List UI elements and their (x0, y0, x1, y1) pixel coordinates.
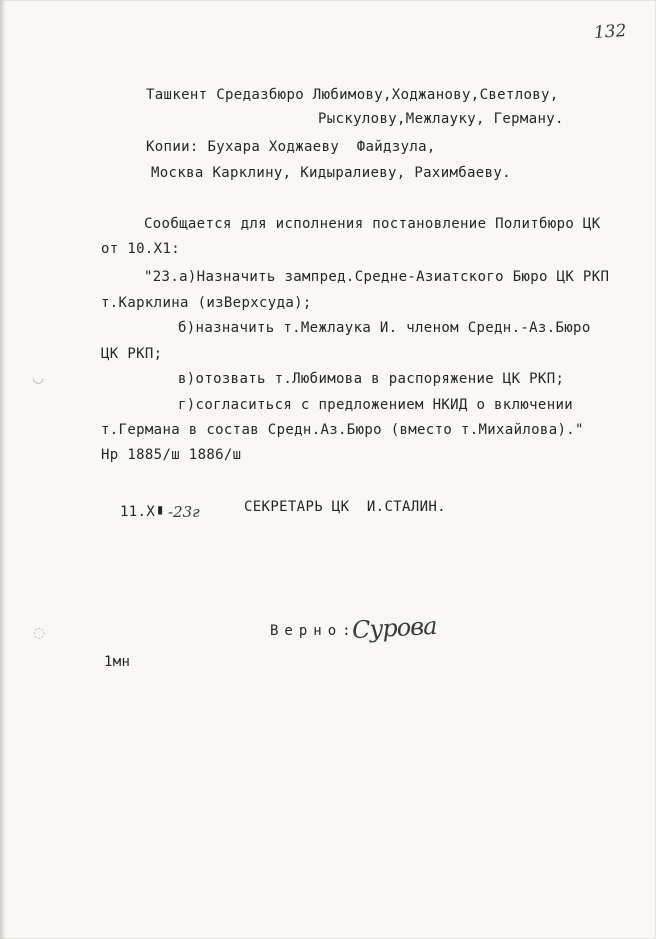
reference-code: 1мн (104, 654, 131, 670)
body-line-4: т.Карклина (изВерхсуда); (101, 295, 312, 311)
body-line-9: т.Германа в состав Средн.Аз.Бюро (вместо т.Михайлова)." (101, 422, 584, 438)
handwritten-page-number: 132 (593, 20, 628, 44)
body-line-10: Нр 1885/ш 1886/ш (101, 447, 242, 463)
date-handwritten: -23г (168, 503, 200, 521)
verno-signature: Сурова (351, 611, 438, 645)
copies-line-2: Москва Карклину, Кидыралиеву, Рахимбаеву. (151, 165, 511, 181)
address-line-1: Ташкент Средазбюро Любимову,Ходжанову,Светлову, (146, 87, 559, 103)
scan-mark: ◡ (32, 370, 45, 386)
verno-label: Верно: (270, 623, 357, 639)
body-line-1: Сообщается для исполнения постановление Политбюро ЦК (144, 216, 601, 232)
body-line-5: б)назначить т.Межлаука И. членом Средн.-Аз.Бюро (178, 320, 591, 336)
body-line-7: в)отозвать т.Любимова в распоряжение ЦК РКП; (178, 371, 565, 387)
page-edge-shadow (0, 0, 6, 939)
secretary-signature-line: СЕКРЕТАРЬ ЦК И.СТАЛИН. (244, 499, 446, 515)
body-line-8: г)согласиться с предложением НКИД о включении (178, 397, 574, 413)
address-line-2: Рыскулову,Межлауку, Герману. (318, 111, 564, 127)
body-line-3: "23.а)Назначить зампред.Средне-Азиатского Бюро ЦК РКП (144, 269, 610, 285)
date-typed: 11.Х (120, 504, 156, 520)
scan-mark: ◌ (33, 625, 46, 641)
body-line-6: ЦК РКП; (101, 346, 163, 362)
body-line-2: от 10.Х1: (101, 241, 181, 257)
copies-line-1: Копии: Бухара Ходжаеву Файдзула, (146, 139, 436, 155)
date-overstrike-mark: ▮ (156, 502, 165, 518)
